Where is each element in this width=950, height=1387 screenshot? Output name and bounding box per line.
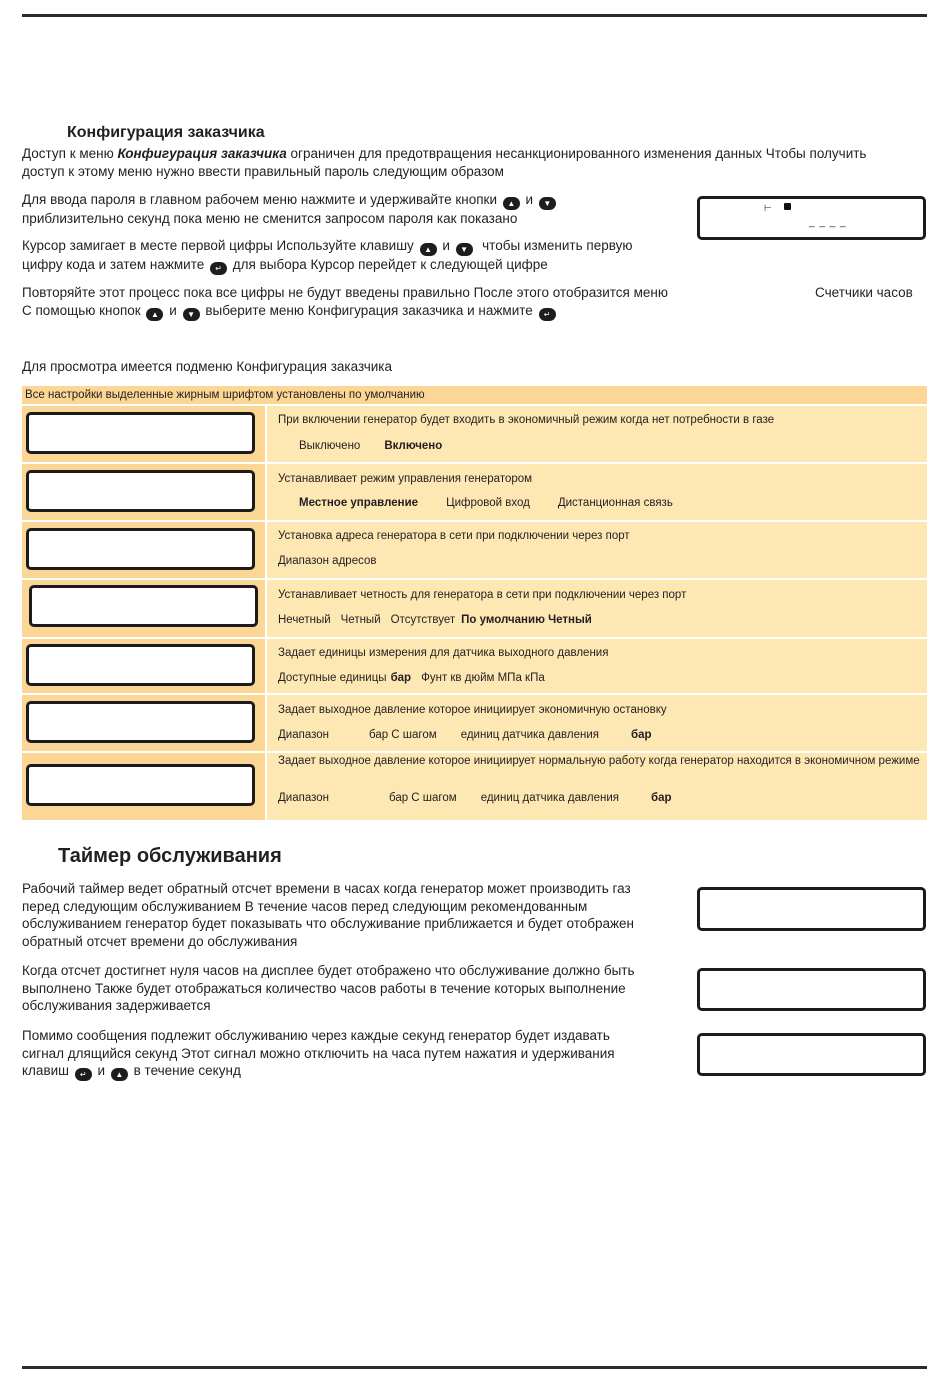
password-dashes: _ _ _ _ <box>809 217 847 228</box>
lock-icon <box>784 203 791 210</box>
up-button-icon: ▲ <box>111 1068 128 1081</box>
option: Дистанционная связь <box>557 497 673 509</box>
row-options <box>278 671 561 685</box>
p3-line1-b: Счетчики часов <box>815 285 913 300</box>
row-options <box>278 728 668 742</box>
p1-line2: приблизительно секунд пока меню не сменится запросом пароля как показано <box>22 211 518 226</box>
row-lcd-box <box>26 470 255 512</box>
row-lcd-box <box>26 528 255 570</box>
submenu-count: Для просмотра имеется подменю Конфигурация заказчика <box>22 359 392 374</box>
intro-bold: Конфигурация заказчика <box>117 146 287 161</box>
service-heading: Таймер обслуживания <box>58 845 282 867</box>
row-lcd-box <box>26 764 255 806</box>
intro-line2: доступ к этому меню нужно ввести правильный пароль следующим образом <box>22 163 504 179</box>
row-desc: Устанавливает четность для генератора в сети при подключении через порт <box>278 589 687 601</box>
option: Диапазон адресов <box>278 555 377 567</box>
service-paragraph-1 <box>22 880 634 950</box>
row-desc: Задает выходное давление которое инициирует нормальную работу когда генератор находится в экономичном режиме <box>278 755 920 767</box>
row-options <box>299 439 458 453</box>
service-p1-line: обратный отсчет времени до обслуживания <box>22 933 298 949</box>
option: Фунт кв дюйм МПа кПа <box>421 672 545 684</box>
service-p1-line: обслуживанием генератор будет показывать что обслуживание приближается и будет отображен <box>22 916 634 931</box>
service-paragraph-2 <box>22 962 635 1015</box>
row-lcd-box <box>26 644 255 686</box>
option-default: бар <box>651 792 672 804</box>
table-row <box>22 406 927 462</box>
table-row <box>22 464 927 520</box>
service-p1-line: перед следующим обслуживанием В течение часов перед следующим рекомендованным <box>22 898 588 914</box>
p2-line1-c: чтобы изменить первую <box>482 238 633 253</box>
table-row <box>22 753 927 820</box>
cursor-paragraph <box>22 237 632 275</box>
table-row <box>22 695 927 751</box>
row-lcd-box <box>26 412 255 454</box>
option: Четный <box>340 614 381 626</box>
bottom-rule <box>22 1366 927 1369</box>
p2-line2-a: цифру кода и затем нажмите <box>22 257 205 272</box>
service-p2-line: обслуживания задерживается <box>22 998 211 1013</box>
row-lcd-box <box>26 701 255 743</box>
option: бар С шагом <box>369 729 437 741</box>
up-button-icon: ▲ <box>146 308 163 321</box>
service-lcd-2 <box>697 968 926 1011</box>
option: Отсутствует <box>390 614 456 626</box>
row-desc: Задает единицы измерения для датчика выходного давления <box>278 647 609 659</box>
option-default: По умолчанию Четный <box>461 614 592 626</box>
row-options <box>299 496 689 510</box>
option-default: Местное управление <box>299 497 419 509</box>
config-heading: Конфигурация заказчика <box>67 124 265 141</box>
intro-pre: Доступ к меню <box>22 146 118 161</box>
row-options <box>278 791 688 805</box>
row-options <box>278 613 608 627</box>
p1-and: и <box>525 192 534 207</box>
service-p3-line: сигнал длящийся секунд Этот сигнал можно отключить на часа путем нажатия и удерживания <box>22 1045 615 1061</box>
repeat-paragraph <box>22 284 927 321</box>
option: Нечетный <box>278 614 331 626</box>
option: Диапазон <box>278 792 329 804</box>
p3-last-a: клавиш <box>22 1063 69 1078</box>
table-row <box>22 580 927 637</box>
down-button-icon: ▼ <box>456 243 473 256</box>
table-row <box>22 639 927 693</box>
p2-line1-b: и <box>442 238 450 253</box>
enter-button-icon: ↵ <box>539 308 556 321</box>
option: единиц датчика давления <box>480 792 619 804</box>
service-p2-line: Когда отсчет достигнет нуля часов на дисплее будет отображено что обслуживание должно быть <box>22 963 635 978</box>
defaults-note: Все настройки выделенные жирным шрифтом установлены по умолчанию <box>22 386 927 404</box>
enter-button-icon: ↵ <box>75 1068 92 1081</box>
option-default: бар <box>390 672 412 684</box>
service-p2-line: выполнено Также будет отображаться количество часов работы в течение которых выполнение <box>22 980 626 996</box>
option: Выключено <box>299 440 361 452</box>
service-lcd-3 <box>697 1033 926 1076</box>
password-lcd <box>697 196 926 240</box>
option: единиц датчика давления <box>460 729 599 741</box>
row-desc: Установка адреса генератора в сети при подключении через порт <box>278 530 630 542</box>
row-desc: Задает выходное давление которое инициирует экономичную остановку <box>278 704 667 716</box>
p3-line2-a: С помощью кнопок <box>22 302 141 318</box>
option: Диапазон <box>278 729 329 741</box>
key-icon: ⊢ <box>764 203 772 213</box>
down-button-icon: ▼ <box>183 308 200 321</box>
up-button-icon: ▲ <box>503 197 520 210</box>
enter-button-icon: ↵ <box>210 262 227 275</box>
row-desc: Устанавливает режим управления генератором <box>278 473 533 485</box>
option-default: Включено <box>384 440 443 452</box>
down-button-icon: ▼ <box>539 197 556 210</box>
row-desc: При включении генератор будет входить в экономичный режим когда нет потребности в газе <box>278 414 775 426</box>
option: Цифровой вход <box>446 497 530 509</box>
p3-line2-b: и <box>169 302 177 318</box>
password-paragraph <box>22 191 558 228</box>
p3-last-b: и <box>97 1063 106 1078</box>
option: Доступные единицы <box>278 672 387 684</box>
intro-post: ограничен для предотвращения несанкционированного изменения данных Чтобы получить <box>286 146 867 161</box>
p3-last-c: в течение секунд <box>133 1063 241 1078</box>
option-default: бар <box>631 729 652 741</box>
p1-line1: Для ввода пароля в главном рабочем меню нажмите и удерживайте кнопки <box>22 192 498 207</box>
service-lcd-1 <box>697 887 926 931</box>
up-button-icon: ▲ <box>420 243 437 256</box>
row-options <box>278 554 392 568</box>
service-paragraph-3 <box>22 1027 615 1081</box>
row-lcd-box <box>29 585 258 627</box>
p3-line1-a: Повторяйте этот процесс пока все цифры не будут введены правильно После этого отобразится меню <box>22 285 668 300</box>
p2-line2-b: для выбора Курсор перейдет к следующей цифре <box>232 257 548 272</box>
service-p3-line: Помимо сообщения подлежит обслуживанию через каждые секунд генератор будет издавать <box>22 1028 610 1043</box>
table-row <box>22 522 927 578</box>
service-p1-line: Рабочий таймер ведет обратный отсчет времени в часах когда генератор может производить газ <box>22 881 631 896</box>
option: бар С шагом <box>389 792 457 804</box>
p2-line1-a: Курсор замигает в месте первой цифры Используйте клавишу <box>22 238 414 253</box>
config-intro <box>22 145 927 180</box>
top-rule <box>22 14 927 17</box>
p3-line2-c: выберите меню Конфигурация заказчика и нажмите <box>205 302 533 318</box>
